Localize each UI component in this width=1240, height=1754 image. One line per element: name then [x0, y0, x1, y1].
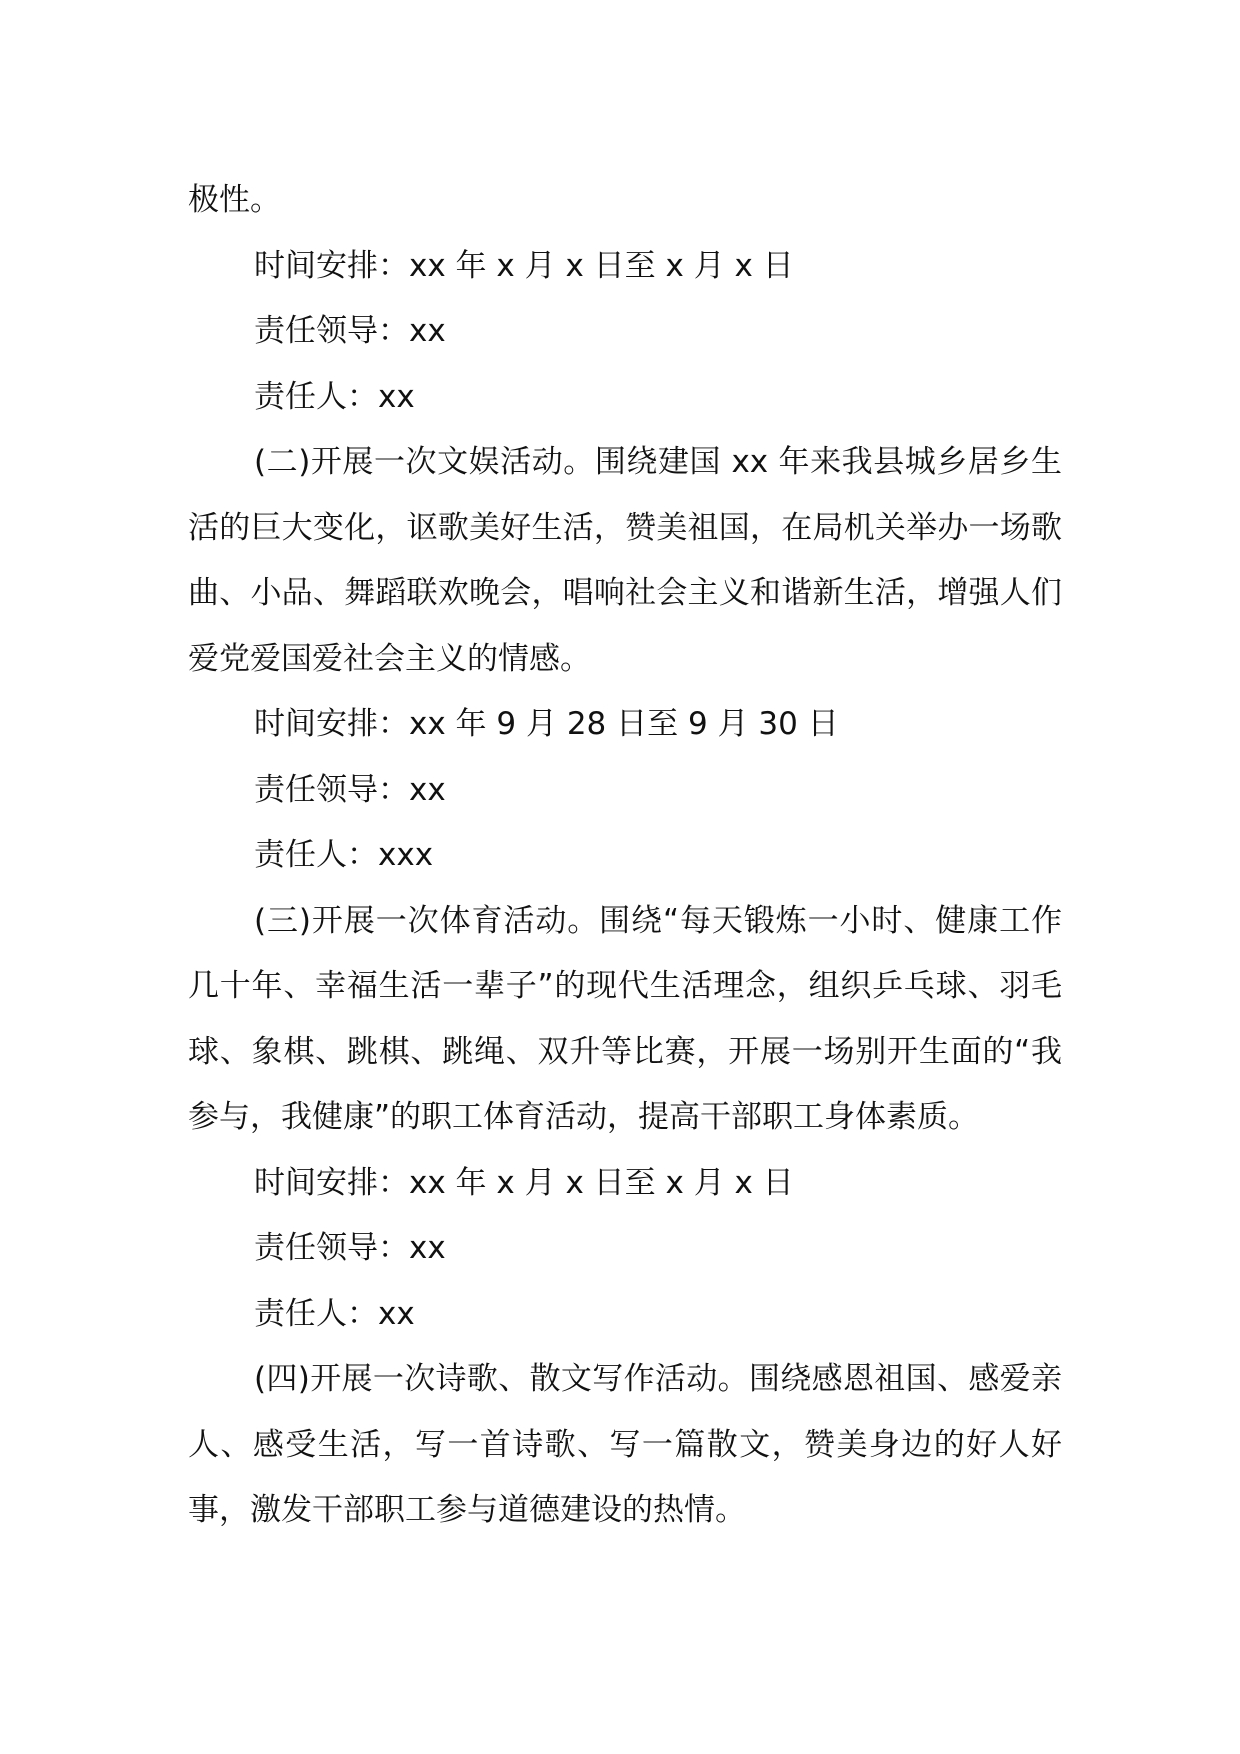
schedule-line: 时间安排：xx 年 x 月 x 日至 x 月 x 日 [254, 247, 794, 284]
responsible-person-line: 责任人：xx [254, 1295, 415, 1332]
schedule-line: 时间安排：xx 年 x 月 x 日至 x 月 x 日 [254, 1164, 794, 1201]
paragraph-item-3: (三)开展一次体育活动。围绕“每天锻炼一小时、健康工作几十年、幸福生活一辈子”的现代生活理念，组织乒乓球、羽毛球、象棋、跳棋、跳绳、双升等比赛，开展一场别开生面的“我参与，我健康”的职工体育活动，提高干部职工身体素质。 [188, 902, 1062, 1135]
paragraph-item-2: (二)开展一次文娱活动。围绕建国 xx 年来我县城乡居乡生活的巨大变化，讴歌美好生活，赞美祖国，在局机关举办一场歌曲、小品、舞蹈联欢晚会，唱响社会主义和谐新生活，增强人们爱党爱国爱社会主义的情感。 [188, 444, 1062, 677]
responsible-person-line: 责任人：xxx [254, 837, 434, 873]
responsible-leader-line: 责任领导：xx [254, 1230, 446, 1266]
responsible-person-line: 责任人：xx [254, 378, 415, 415]
schedule-line: 时间安排：xx 年 9 月 28 日至 9 月 30 日 [254, 706, 839, 742]
document-body [188, 168, 1062, 1544]
paragraph-continuation: 极性。 [188, 182, 281, 218]
paragraph-item-4: (四)开展一次诗歌、散文写作活动。围绕感恩祖国、感爱亲人、感受生活，写一首诗歌、写一篇散文，赞美身边的好人好事，激发干部职工参与道德建设的热情。 [188, 1361, 1062, 1528]
responsible-leader-line: 责任领导：xx [254, 771, 446, 808]
responsible-leader-line: 责任领导：xx [254, 313, 446, 349]
